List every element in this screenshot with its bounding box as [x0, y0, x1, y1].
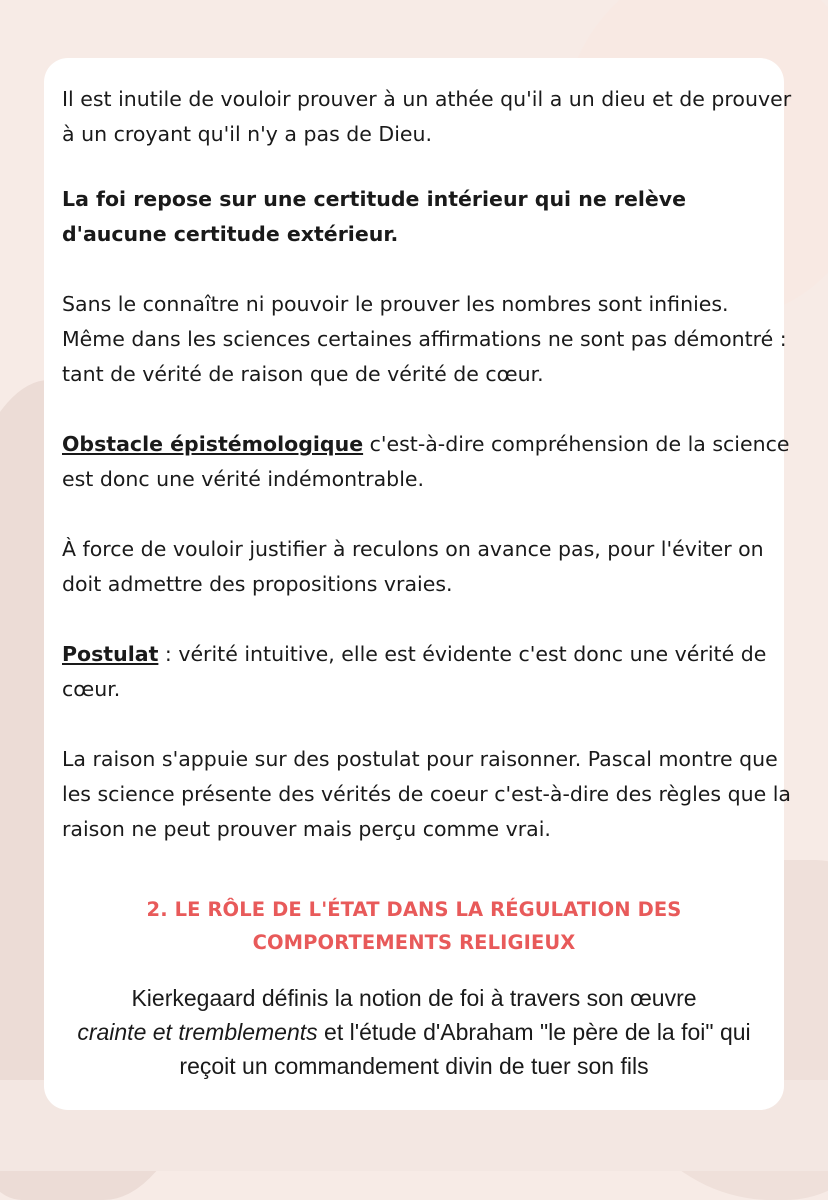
section-heading: [64, 893, 764, 959]
paragraph-atheist: Il est inutile de vouloir prouver à un athée qu'il a un dieu et de prouver à un croyant qu'il n'y a pas de Dieu.: [62, 87, 792, 146]
obstacle-definition: c'est-à-dire compréhension de la science est donc une vérité indémontrable.: [62, 432, 790, 491]
body-text: [62, 82, 802, 847]
paragraph-raison: La raison s'appuie sur des postulat pour raisonner. Pascal montre que les science présente des vérités de coeur c'est-à-dire des règles que la raison ne peut prouver mais perçu comme vrai.: [62, 747, 791, 841]
paragraph-obstacle: [62, 427, 792, 497]
term-obstacle: Obstacle épistémologique: [62, 432, 364, 456]
closing-text-start: Kierkegaard définis la notion de foi à travers son œuvre: [131, 985, 697, 1011]
paragraph-sciences: Même dans les sciences certaines affirmations ne sont pas démontré : tant de vérité de raison que de vérité de cœur.: [62, 327, 787, 386]
paragraph-postulat: [62, 637, 772, 707]
closing-paragraph: [64, 981, 764, 1083]
postulat-definition: : vérité intuitive, elle est évidente c'est donc une vérité de cœur.: [62, 642, 767, 701]
paragraph-faith: La foi repose sur une certitude intérieur qui ne relève d'aucune certitude extérieur.: [62, 187, 687, 246]
term-postulat: Postulat: [62, 642, 159, 666]
book-title: crainte et tremblements: [77, 1019, 318, 1045]
section-heading-line1: 2. LE RÔLE DE L'ÉTAT DANS LA RÉGULATION DES: [146, 898, 682, 921]
closing-text-end: et l'étude d'Abraham "le père de la foi" qui reçoit un commandement divin de tuer son fils: [179, 1019, 751, 1079]
paragraph-reculons: À force de vouloir justifier à reculons on avance pas, pour l'éviter on doit admettre des propositions vraies.: [62, 537, 764, 596]
paragraph-numbers: Sans le connaître ni pouvoir le prouver les nombres sont infinies.: [62, 292, 729, 316]
section-heading-line2: COMPORTEMENTS RELIGIEUX: [252, 931, 576, 954]
